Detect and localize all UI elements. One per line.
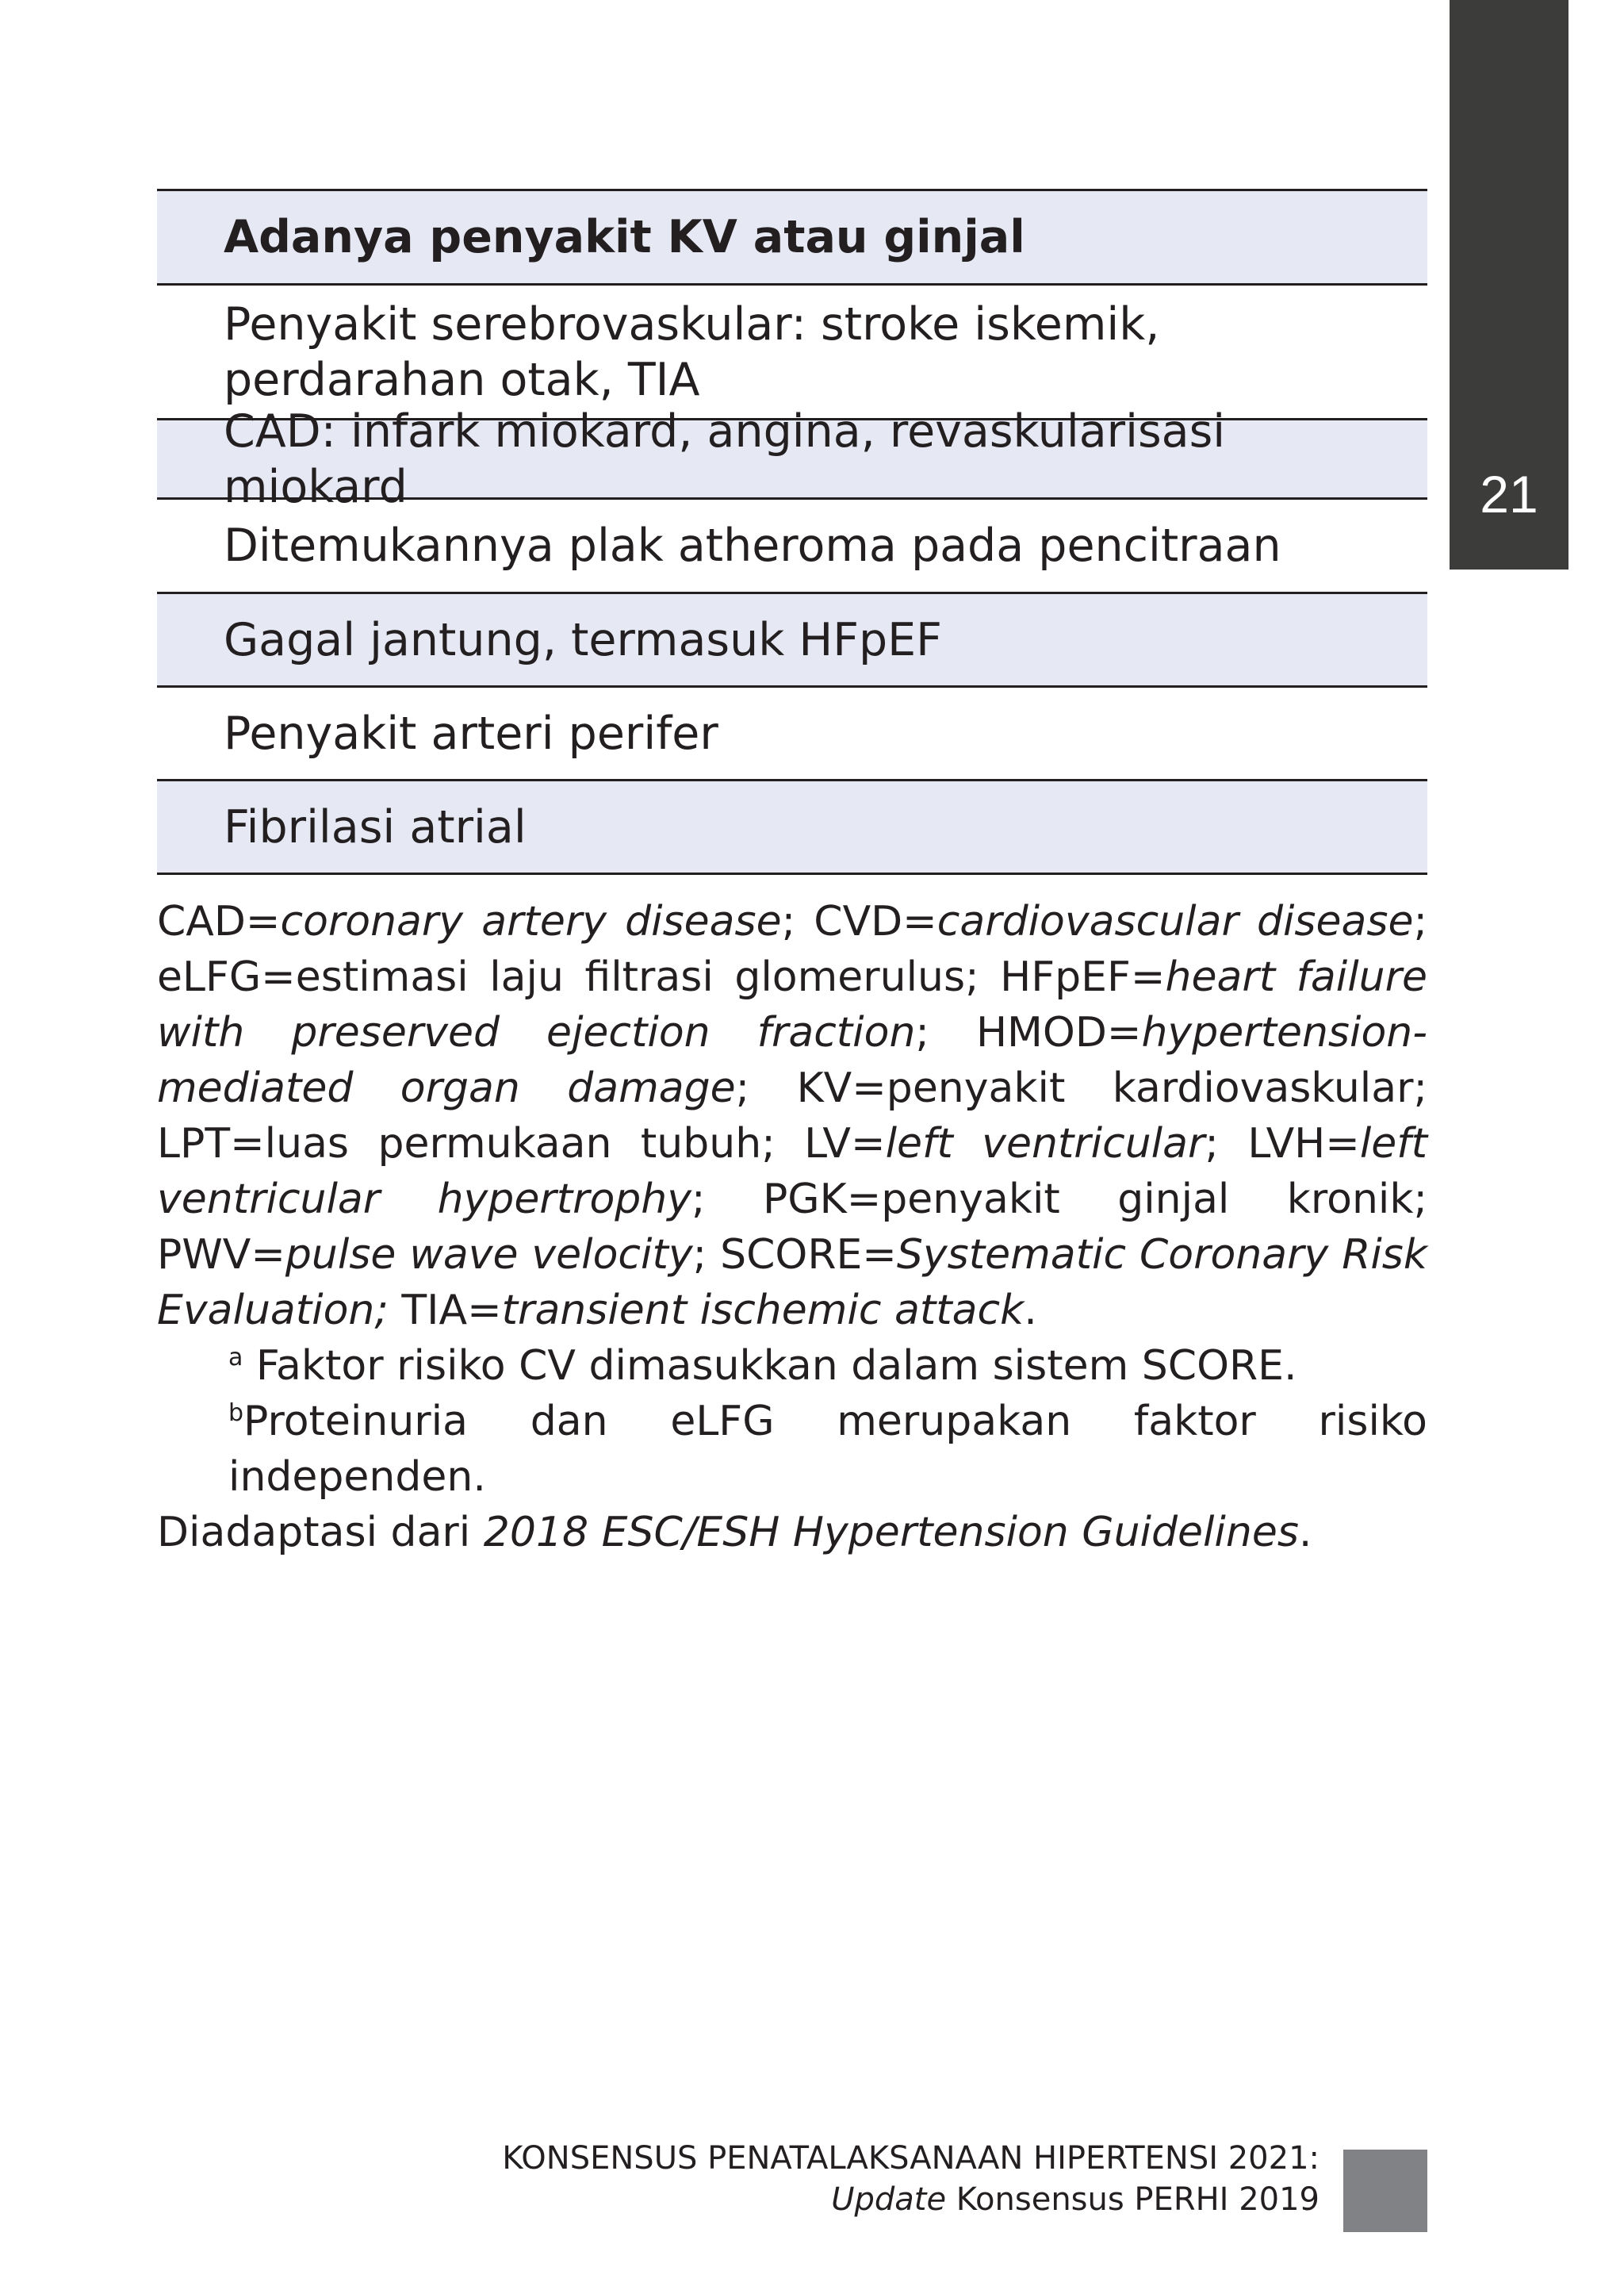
footer-box <box>1343 2150 1427 2232</box>
running-footer <box>502 2138 1320 2220</box>
footnote-a: $^a$ Faktor risiko CV dimasukkan dalam sistem SCORE. <box>228 1342 1297 1390</box>
conditions-table <box>157 189 1427 875</box>
footer-subtitle: Update Konsensus PERHI 2019 <box>831 2181 1320 2218</box>
footnote-b: $^b$Proteinuria dan eLFG merupakan faktor risiko independen. <box>228 1398 1427 1501</box>
table-row: Penyakit arteri perifer <box>157 688 1427 781</box>
abbreviations-paragraph: CAD=coronary artery disease; CVD=cardiovascular disease; eLFG=estimasi laju filtrasi glomerulus; HFpEF=heart failure with preserved ejection fraction; HMOD=hypertension-mediated organ damage; KV=penyakit kardiovaskular; LPT=luas permukaan tubuh; LV=left ventricular; LVH=left ventricular hypertrophy; PGK=penyakit ginjal kronik; PWV=pulse wave velocity; SCORE=Systematic Coronary Risk Evaluation; TIA=transient ischemic attack. <box>157 898 1427 1334</box>
page-number: 21 <box>1480 465 1538 524</box>
table-row: Gagal jantung, termasuk HFpEF <box>157 594 1427 688</box>
table-notes <box>157 894 1427 1560</box>
footer-title: KONSENSUS PENATALAKSANAAN HIPERTENSI 2021: <box>502 2140 1320 2177</box>
table-header: Adanya penyakit KV atau ginjal <box>157 191 1427 286</box>
table-row: CAD: infark miokard, angina, revaskularisasi miokard <box>157 420 1427 500</box>
table-row: Penyakit serebrovaskular: stroke iskemik, perdarahan otak, TIA <box>157 286 1427 420</box>
table-row: Fibrilasi atrial <box>157 781 1427 875</box>
source-note: Diadaptasi dari 2018 ESC/ESH Hypertension Guidelines. <box>157 1509 1312 1556</box>
table-row: Ditemukannya plak atheroma pada pencitraan <box>157 500 1427 594</box>
